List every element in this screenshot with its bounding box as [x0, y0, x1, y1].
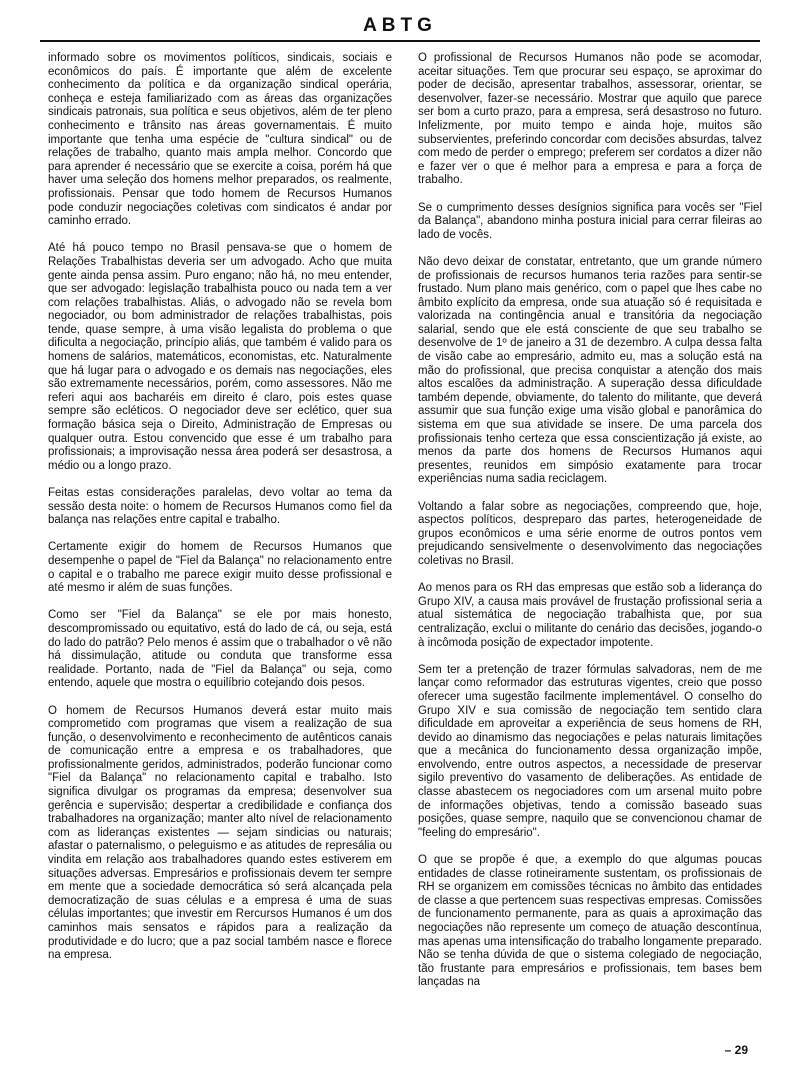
paragraph: informado sobre os movimentos políticos, sindicais, sociais e econômicos do país. É importante que além de excelente conhecimento da política e da organização sindical operária, conheça e esteja familiarizado com as áreas das organizações sindicais patronais, sua política e seus objetivos, além de ter pleno conhecimento e trânsito nas áreas governamentais. É muito importante que tenha uma espécie de "cultura sindical" ou de relações de trabalho, quanto mais ampla melhor. Concordo que para aprender é necessário que se exercite a coisa, porém há que haver uma seleção dos homens melhor preparados, os realmente, profissionais. Pensar que todo homem de Recursos Humanos pode conduzir negociações coletivas com sindicatos é andar por caminho errado.	[48, 52, 392, 228]
paragraph: Como ser "Fiel da Balança" se ele por mais honesto, descompromissado ou equitativo, está do lado de cá, ou seja, está do lado do patrão? Pelo menos é assim que o trabalhador o vê não há dissimulação, atitude ou conduta que transforme essa realidade. Portanto, nada de "Fiel da Balança" ou seja, como entendo, aquele que mostra o equilíbrio cotejando dois pesos.	[48, 609, 392, 690]
paragraph: Até há pouco tempo no Brasil pensava-se que o homem de Relações Trabalhistas deveria ser um advogado. Acho que muita gente ainda pensa assim. Puro engano; não há, no meu entender, que ser advogado: legislação trabalhista pouco ou nada tem a ver com relações trabalhistas. Aliás, o advogado não se revela bom negociador, ou bom administrador de relações trabalhistas, pois tende, quase sempre, à uma visão legalista do problema o que dificulta a negociação, princípio aliás, que também é valido para os homens de salários, matemáticos, economistas, etc. Naturalmente que há lugar para o advogado e os demais nas negociações, eles são extremamente necessários, porém, como assessores. Não me referi aqui aos bacharéis em direito é claro, pois estes quase sempre são ecléticos. O negociador deve ser eclético, quer sua formação básica seja o Direito, Administração de Empresas ou qualquer outra. Estou convencido que esse é um trabalho para profissionais; a improvisação nessa área poderá ser desastrosa, a médio ou a longo prazo.	[48, 242, 392, 472]
paragraph: Se o cumprimento desses desígnios significa para vocês ser "Fiel da Balança", abandono minha postura inicial para cerrar fileiras ao lado de vocês.	[418, 201, 762, 241]
paragraph: O que se propõe é que, a exemplo do que algumas poucas entidades de classe rotineiramente sustentam, os profissionais de RH se organizem em comissões técnicas no âmbito das entidades de classe a que pertencem suas respectivas empresas. Comissões de funcionamento permanente, para as quais a aproximação das negociações não represente um começo de atuação descontínua, mas apenas uma intensificação do trabalho longamente preparado. Não se tenha dúvida de que o sistema colegiado de negociação, tão frustante para empresários e profissionais, tem bases bem lançadas na	[418, 854, 762, 989]
paragraph: Ao menos para os RH das empresas que estão sob a liderança do Grupo XIV, a causa mais provável de frustação profissional seria a atual sistemática de negociação trabalhista que, por sua centralização, exclui o militante do cenário das decisões, jogando-o à incômoda posição de expectador impotente.	[418, 582, 762, 649]
page-header	[40, 12, 760, 42]
journal-title: ABTG	[363, 15, 437, 36]
right-column	[418, 52, 762, 1004]
paragraph: Certamente exigir do homem de Recursos Humanos que desempenhe o papel de "Fiel da Balança" no relacionamento entre o capital e o trabalho me parece exigir muito desse profissional e até mesmo ir além de suas funções.	[48, 541, 392, 595]
left-column	[48, 52, 392, 976]
paragraph: O homem de Recursos Humanos deverá estar muito mais comprometido com programas que visem a realização de sua função, o desenvolvimento e reconhecimento de autênticos canais de comunicação entre a empresa e os trabalhadores, que profissionalmente geridos, administrados, poderão funcionar como "Fiel da Balança" no relacionamento capital e trabalho. Isto significa divulgar os programas da empresa; desenvolver sua gerência e supervisão; despertar a credibilidade e confiança dos trabalhadores na organização; manter alto nível de relacionamento com as lideranças existentes — sejam sindicias ou naturais; afastar o paternalismo, o peleguismo e as atitudes de represália ou vindita em relação aos trabalhadores quando estes estiverem em situações adversas. Empresários e profissionais devem ter sempre em mente que a sociedade democrática só será alcançada pela democratização de suas células e a empresa é uma de suas células importantes; que investir em Rercursos Humanos é um dos caminhos mais sensatos e rápidos para a realização da produtividade e do lucro; que a paz social também nasce e florece na empresa.	[48, 704, 392, 962]
paragraph: Feitas estas considerações paralelas, devo voltar ao tema da sessão desta noite: o homem de Recursos Humanos como fiel da balança nas relações entre capital e trabalho.	[48, 487, 392, 527]
paragraph: Não devo deixar de constatar, entretanto, que um grande número de profissionais de recursos humanos teria razões para sentir-se frustado. Num plano mais genérico, com o papel que lhes cabe no âmbito explícito da empresa, onde sua atuação só é requisitada e valorizada na contingência anual e transitória da negociação salarial, sendo que ele está consciente de que seu trabalho se desenvolve de 1º de janeiro a 31 de dezembro. A culpa dessa falta de visão cabe ao empresário, admito eu, mas a solução está na mão do profissional, que precisa conquistar a atenção dos mais altos escalões da administração. A superação dessa dificuldade também depende, obviamente, do talento do militante, que deverá assumir que sua função exige uma visão global e panorâmica do sistema em que sua atividade se insere. De uma parcela dos profissionais tenho certeza que essa conscientização já existe, ao menos da parte dos homens de Recursos Humanos aqui presentes, reunidos em simpósio exatamente para trocar experiências numa sadia reciclagem.	[418, 255, 762, 486]
page-number: – 29	[724, 1043, 748, 1057]
paragraph: O profissional de Recursos Humanos não pode se acomodar, aceitar situações. Tem que procurar seu espaço, se aproximar do poder de decisão, apresentar trabalhos, assessorar, orientar, se desenvolver, fazer-se necessário. Mostrar que aquilo que parece ser bom a curto prazo, para a empresa, será desastroso no futuro. Infelizmente, por muito tempo e ainda hoje, muitos são subservientes, preferindo concordar com decisões absurdas, talvez com medo de perder o emprego; preferem ser cordatos a dizer não e fazer ver o que é melhor para a empresa e para a força de trabalho.	[418, 52, 762, 187]
paragraph: Voltando a falar sobre as negociações, compreendo que, hoje, aspectos políticos, despreparo das partes, heterogeneidade de grupos econômicos e uma série enorme de outros pontos vem prejudicando sensivelmente o desenvolvimento das negociações coletivas no Brasil.	[418, 500, 762, 567]
paragraph: Sem ter a pretenção de trazer fórmulas salvadoras, nem de me lançar como reformador das estruturas vigentes, creio que posso oferecer uma sugestão facilmente implementável. O conselho do Grupo XIV e sua comissão de negociação tem sentido clara dificuldade em aproveitar a experiência de seus homens de RH, devido ao dinamismo das negociações e pelas naturais limitações que a mecânica do funcionamento dessa organização impõe, envolvendo, entre outros aspectos, a necessidade de preservar sigilo preventivo do vasamento de deliberações. As entidade de classe abastecem os negociadores com um arsenal muito pobre de informações objetivas, tendo a comissão baseado suas posições, quase sempre, naquilo que se convencionou chamar de "feeling do empresário".	[418, 663, 762, 839]
